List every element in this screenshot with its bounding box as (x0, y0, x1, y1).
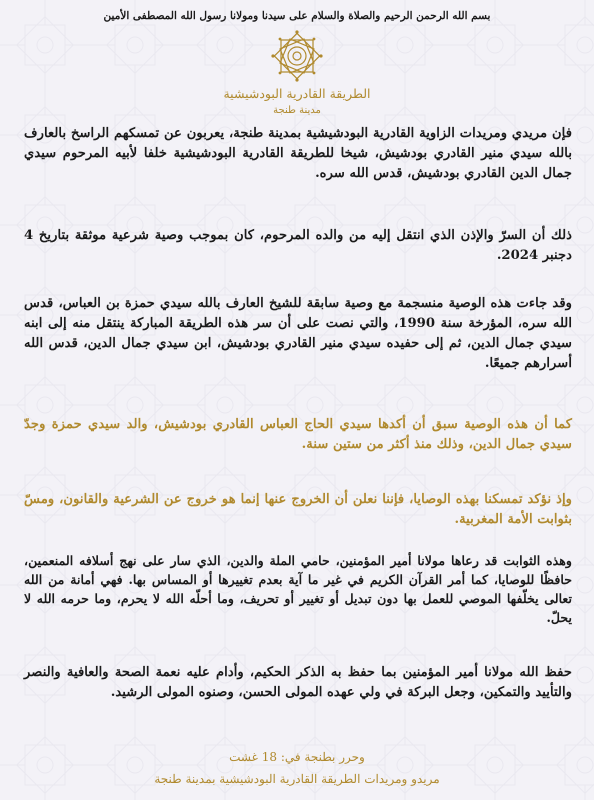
org-city: مدينة طنجة (273, 105, 321, 116)
paragraph-constants: وهذه الثوابت قد رعاها مولانا أمير المؤمنين، حامي الملة والدين، الذي سار على نهج أسلافه المنعمين، حافظًا للوصايا، كما أمر القرآن الكريم في غير ما آية بعدم تغييرها أو المساس بها. فهي أمانة من الله تعالى يخلّفها الموصي للعمل بها دون تبديل أو تغيير أو تحريف، وما أحلّه الله لا يحرم، وما حرمه الله لا يحلّ. (24, 553, 572, 625)
basmala-header: بسم الله الرحمن الرحيم والصلاة والسلام على سيدنا ومولانا رسول الله المصطفى الأمين (103, 10, 491, 22)
date-line: وحرر بطنجة في: 18 غشت (229, 750, 365, 764)
paragraph-will-date: ذلك أن السرّ والإذن الذي انتقل إليه من والده المرحوم، كان بموجب وصية شرعية موثقة بتاريخ 4 دجنبر 2024. (24, 228, 572, 263)
paragraph-confirmation: كما أن هذه الوصية سبق أن أكدها سيدي الحاج العباس القادري بودشيش، والد سيدي حمزة وجدّ سيدي جمال الدين، وذلك منذ أكثر من ستين سنة. (24, 417, 572, 452)
signature-line: مريدو ومريدات الطريقة القادرية البودشيشية بمدينة طنجة (154, 772, 440, 786)
paragraph-declaration: وإذ نؤكد تمسكنا بهذه الوصايا، فإننا نعلن أن الخروج عنها إنما هو خروج عن الشرعية والقانون، ومسّ بثوابت الأمة المغربية. (24, 492, 572, 527)
org-name: الطريقة القادرية البودشيشية (223, 86, 371, 101)
paragraph-allegiance: فإن مريدي ومريدات الزاوية القادرية البودشيشية بمدينة طنجة، يعربون عن تمسكهم الراسخ بالعارف بالله سيدي منير القادري بودشيش، شيخا للطريقة القادرية البودشيشية خلفا لأبيه المرحوم سيدي جمال الدين القادري بودشيش، قدس الله سره. (24, 126, 572, 181)
order-emblem-logo (267, 26, 327, 86)
paragraph-previous-will: وقد جاءت هذه الوصية منسجمة مع وصية سابقة للشيخ العارف بالله سيدي حمزة بن العباس، قدس الله سره، المؤرخة سنة 1990، والتي نصت على أن سر هذه الطريقة المباركة ينتقل منه إلى ابنه سيدي جمال الدين، ثم إلى حفيده سيدي منير القادري بودشيش، ابن سيدي جمال الدين، قدس الله أسرارهم جميعًا. (24, 296, 572, 371)
paragraph-prayer: حفظ الله مولانا أمير المؤمنين بما حفظ به الذكر الحكيم، وأدام عليه نعمة الصحة والعافية والنصر والتأييد والتمكين، وجعل البركة في ولي عهده المولى الحسن، وصنوه المولى الرشيد. (24, 665, 572, 700)
